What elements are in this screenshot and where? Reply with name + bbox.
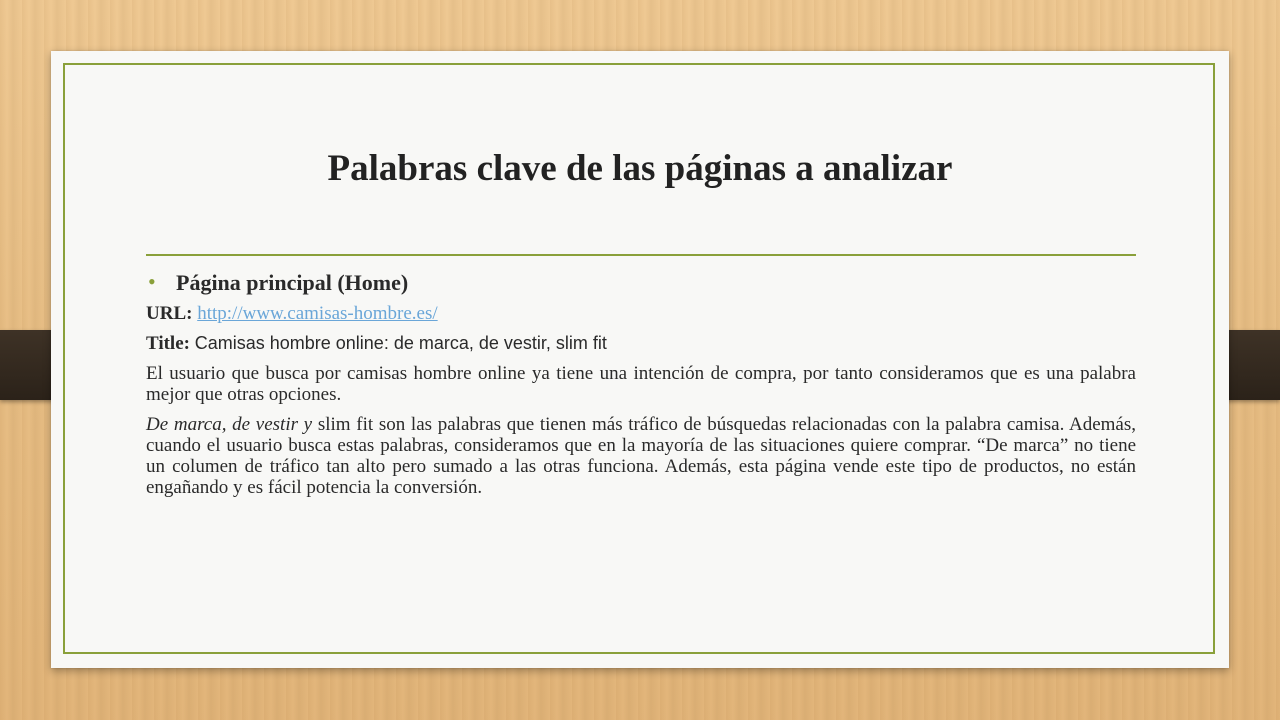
title-divider <box>146 254 1136 256</box>
title-line <box>146 333 1136 354</box>
bullet-dot-icon: • <box>148 269 156 294</box>
paragraph-keywords <box>146 414 1136 498</box>
paragraph-keywords-rest: slim fit son las palabras que tienen más tráfico de búsquedas relacionadas con la palabra camisa. Además, cuando el usuario busca estas palabras, consideramos que en la mayoría de las situaciones quiere comprar. “De marca” no tiene un columen de tráfico tan alto pero sumado a las otras funciona. Además, esta página vende este tipo de productos, no están engañando y es fácil potencia la conversión. <box>146 414 1136 498</box>
url-link[interactable]: http://www.camisas-hombre.es/ <box>197 303 438 324</box>
bullet-text: Página principal (Home) <box>176 270 409 295</box>
url-line <box>146 303 1136 324</box>
bullet-item <box>146 267 1136 299</box>
paragraph-keywords-italic: De marca, de vestir y <box>146 414 313 435</box>
title-label: Title: <box>146 333 190 354</box>
title-value: Camisas hombre online: de marca, de vestir, slim fit <box>194 333 607 353</box>
slide-paper <box>51 51 1229 668</box>
slide-title: Palabras clave de las páginas a analizar <box>327 148 953 189</box>
paragraph-intent: El usuario que busca por camisas hombre online ya tiene una intención de compra, por tanto consideramos que es una palabra mejor que otras opciones. <box>146 363 1136 405</box>
url-label: URL: <box>146 303 193 324</box>
slide-content <box>146 267 1136 507</box>
